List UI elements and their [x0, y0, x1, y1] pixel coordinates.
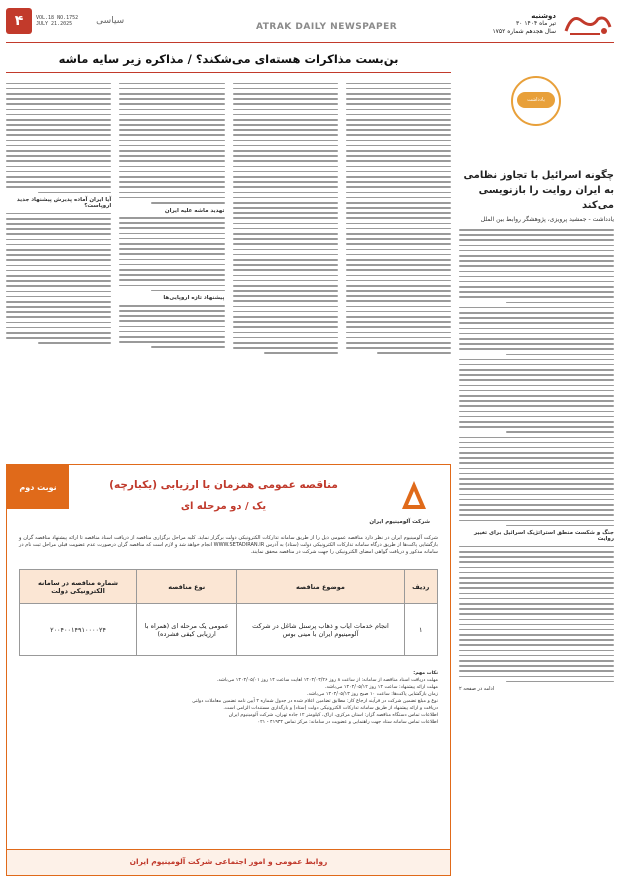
opinion-body-part2 [459, 546, 614, 682]
article-subhead-3: پیشنهاد تازه اروپایی‌ها [163, 295, 225, 302]
note-line: مهلت دریافت اسناد مناقصه از سامانه: از ساعت ۸ روز ۱۴۰۴/۰۴/۲۶ لغایت ساعت ۱۴ روز ۱۴۰۴/۰۵/۰۱ می‌باشد. [216, 678, 438, 683]
paper-name: ATRAK DAILY NEWSPAPER [256, 22, 398, 32]
note-line: زمان بازگشایی پاکت‌ها: ساعت ۱۰ صبح روز ۱۴۰۴/۰۵/۱۳ می‌باشد. [306, 692, 438, 697]
col-header-subject: موضوع مناقصه [237, 570, 404, 604]
main-headline: بن‌بست مذاکرات هسته‌ای می‌شکند؟ / مذاکره زیر سایه ماشه [6, 44, 451, 73]
col-header-number: شماره مناقصه در سامانه الکترونیکی دولت [20, 570, 137, 604]
opinion-author: یادداشت - جمشید پرویزی، پژوهشگر روابط بین الملل [480, 216, 614, 223]
article-subhead-2: تهدید ماشه علیه ایران [164, 207, 225, 214]
header-rule [6, 42, 614, 43]
article-column-1 [346, 79, 451, 358]
header-left [6, 8, 124, 34]
note-line: اطلاعات تماس دستگاه مناقصه گزار: استان مرکزی، اراک، کیلومتر ۱۲ جاده تهران، شرکت آلومینیوم ایران [228, 713, 438, 718]
tender-title: مناقصه عمومی همزمان با ارزیابی (یکبارچه) [109, 479, 338, 491]
note-line: نوع و مبلغ تضمین شرکت در فرآیند ارجاع کار: مطابق تضامین اعلام شده در جدول شماره ۲ آیین نامه تضمین معاملات دولتی [192, 699, 438, 704]
opinion-headline: چگونه اسرائیل با تجاوز نظامی به ایران روایت را بازنویسی می‌کند [463, 170, 614, 211]
col-header-type: نوع مناقصه [137, 570, 237, 604]
opinion-column [459, 44, 614, 879]
tender-subtitle: یک / دو مرحله ای [180, 501, 267, 512]
aluminium-company-logo-icon [400, 479, 428, 513]
tender-intro: شرکت آلومینیوم ایران در نظر دارد مناقصه عمومی ذیل را از طریق سامانه تدارکات الکترونیکی دولت برگزار نماید. کلیه مراحل برگزاری مناقصه از دریافت اسناد مناقصه تا ارائه پیشنهاد مناقصه گران و بازگشایی پاکت‌ها از طریق درگاه سامانه تدارکات الکترونیکی دولت (ستاد) به آدرس WWW.SETADIRAN.IR انجام خواهد شد و لازم است که مناقصه گران درصورت عدم عضویت قبلی مراحل ثبت نام در سامانه مذکور و دریافت گواهی امضای الکترونیکی را جهت شرکت در مناقصه محقق نمایند. [19, 535, 438, 555]
opinion-subhead: جنگ و شکست منطق استراتژیک اسرائیل برای تغییر روایت [474, 530, 614, 543]
opinion-badge-area [459, 44, 614, 164]
continued-note: ادامه در صفحه ۲ [459, 686, 495, 693]
note-line: نکات مهم: [413, 671, 438, 676]
section-label: سیاسی [96, 16, 125, 26]
cell-type: عمومی یک مرحله ای (همراه با ارزیابی کیفی فشرده) [137, 604, 237, 656]
table-row [20, 604, 438, 656]
header-right [464, 8, 614, 40]
article-subhead-1: آیا ایران آماده پذیرش پیشنهاد جدید اروپاست؟ [16, 197, 112, 210]
main-article [6, 44, 451, 454]
second-notice-badge: نوبت دوم [7, 465, 69, 509]
page-number: ۴ [6, 8, 32, 34]
tender-notes [19, 670, 438, 726]
article-column-3 [119, 79, 224, 358]
table-header-row [20, 570, 438, 604]
cell-subject: انجام خدمات ایاب و ذهاب پرسنل شاغل در شرکت آلومینیوم ایران با مینی بوس [237, 604, 404, 656]
note-line: مهلت ارائه پیشنهاد: ساعت ۱۴ روز ۱۴۰۴/۰۵/۱۲ می‌باشد. [324, 685, 438, 690]
note-line: دریافت و ارائه پیشنهاد از طریق سامانه تدارکات الکترونیکی دولت (ستاد) و بارگذاری مستندات الزامی است. [223, 706, 438, 711]
atrak-logo-icon [562, 9, 614, 39]
opinion-body-part1 [459, 229, 614, 526]
cell-row: ۱ [404, 604, 437, 656]
tender-advertisement [6, 464, 451, 876]
company-name: شرکت آلومینیوم ایران [369, 519, 430, 525]
article-columns [6, 79, 451, 358]
article-column-4 [6, 79, 111, 358]
issue-date: دوشنبه ۳۰ تیر ماه ۱۴۰۴ سال هجدهم شماره ۱۷۵۲ [492, 12, 556, 35]
note-badge: یادداشت [517, 92, 555, 108]
col-header-row: ردیف [404, 570, 437, 604]
volume-info: VOL.18 NO.1752 JULY 21.2025 [36, 15, 79, 27]
tender-table [19, 569, 438, 656]
ad-footer: روابط عمومی و امور اجتماعی شرکت آلومینیوم ایران [7, 849, 450, 875]
cell-number: ۲۰۰۴۰۰۱۴۹۱۰۰۰۰۲۴ [20, 604, 137, 656]
page-header [6, 8, 614, 40]
note-line: اطلاعات تماس سامانه ستاد جهت راهنمایی و عضویت در سامانه: مرکز تماس ۴۱۹۳۴ - ۰۲۱ [257, 720, 438, 725]
article-column-2 [233, 79, 338, 358]
